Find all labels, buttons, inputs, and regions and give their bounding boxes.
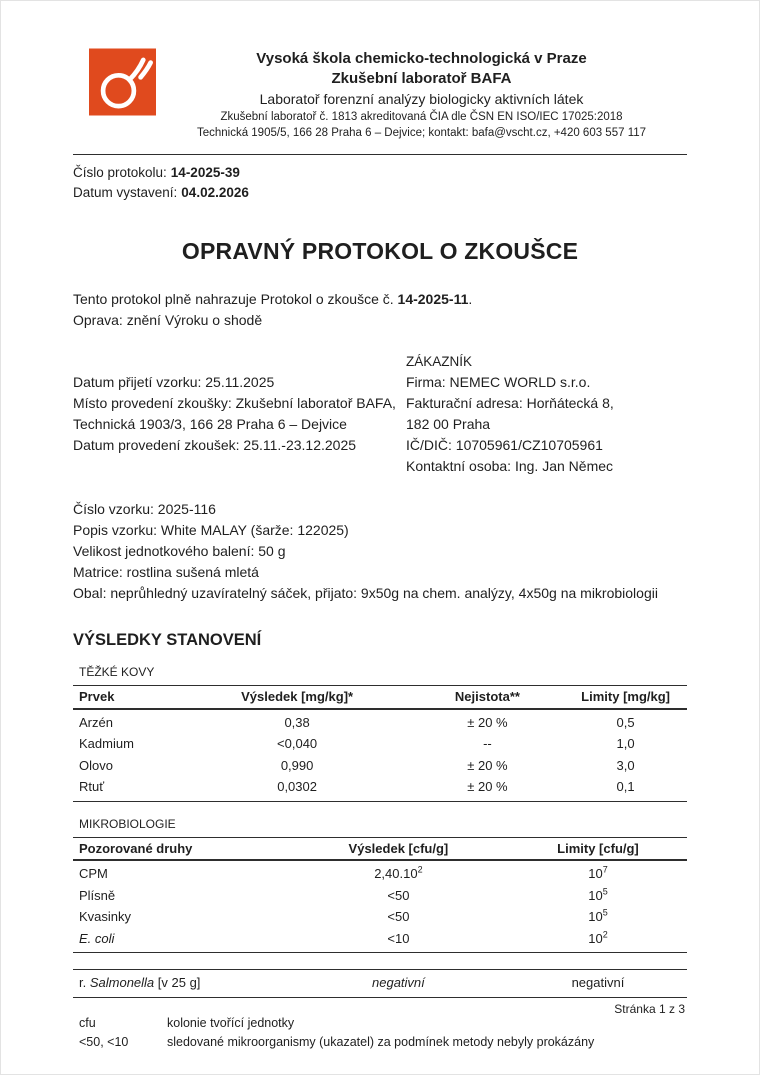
table-cell: <0,040 (277, 736, 318, 751)
table-cell: ± 20 % (467, 714, 508, 730)
column-header: Prvek (79, 689, 115, 704)
column-header: Nejistota** (454, 689, 520, 704)
species-name-cell: Kvasinky (79, 909, 132, 924)
salmonella-limit-cell: negativní (571, 975, 625, 990)
meta-columns (73, 351, 687, 477)
text-line: Obal: neprůhledný uzavíratelný sáček, přijato: 9x50g na chem. analýzy, 4x50g na mikrobiologii (73, 585, 658, 601)
text-line: Velikost jednotkového balení: 50 g (73, 543, 286, 559)
laboratory-subtitle: Laboratoř forenzní analýzy biologicky aktivních látek (259, 91, 584, 107)
table-row (73, 733, 687, 755)
salmonella-row (73, 970, 687, 998)
column-header: Výsledek [cfu/g] (348, 840, 449, 856)
laboratory-name: Zkušební laboratoř BAFA (331, 70, 512, 87)
footnote-definition: kolonie tvořící jednotky (167, 1015, 295, 1030)
limit-cell: $10^5$ (588, 907, 608, 924)
document-header (73, 47, 687, 141)
accreditation-line: Zkušební laboratoř č. 1813 akreditovaná ČIA dle ČSN EN ISO/IEC 17025:2018 (220, 111, 623, 123)
footnote-term: cfu (79, 1015, 96, 1030)
table-cell: Kadmium (79, 736, 134, 751)
salmonella-name-cell (73, 970, 288, 998)
contact-line: Technická 1905/5, 166 28 Praha 6 – Dejvice; kontakt: bafa@vscht.cz, +420 603 557 117 (196, 127, 647, 139)
text-line: Popis vzorku: White MALAY (šarže: 122025) (73, 522, 349, 538)
table-row (73, 755, 687, 777)
customer-heading: ZÁKAZNÍK (406, 354, 473, 369)
limit-cell: $10^5$ (588, 886, 608, 903)
text-line: Datum přijetí vzorku: 25.11.2025 (73, 374, 275, 390)
footnote-term: <50, <10 (79, 1034, 129, 1049)
protocol-number-value: 14-2025-39 (170, 165, 240, 180)
protocol-number-label: Číslo protokolu: (73, 165, 167, 180)
text-line: Fakturační adresa: Horňátecká 8, (406, 395, 614, 411)
text-line: IČ/DIČ: 10705961/CZ10705961 (406, 437, 603, 453)
replacement-note-period: . (468, 291, 473, 307)
result-cell: <50 (387, 909, 410, 924)
column-header: Výsledek [mg/kg]* (241, 689, 354, 704)
table-row (73, 906, 687, 928)
customer-info-block (406, 351, 687, 477)
table-cell: 1,0 (616, 736, 635, 751)
table-cell: 0,0302 (277, 779, 317, 794)
vscht-logo-icon (89, 47, 156, 117)
replacement-note-text: Tento protokol plně nahrazuje Protokol o zkoušce č. (73, 291, 398, 307)
replaced-protocol-number: 14-2025-11 (397, 291, 469, 307)
text-line: Datum provedení zkoušek: 25.11.-23.12.2025 (73, 437, 357, 453)
issue-date-label: Datum vystavení: (73, 184, 178, 200)
table-cell: ± 20 % (467, 779, 508, 794)
table-row (73, 928, 687, 953)
species-name-cell: CPM (79, 866, 108, 881)
table-cell: ± 20 % (467, 757, 508, 773)
protocol-meta (73, 163, 687, 202)
salmonella-name-part: Salmonella (89, 975, 155, 990)
text-line: Místo provedení zkoušky: Zkušební laboratoř BAFA, (73, 395, 396, 411)
table-cell: 0,990 (280, 757, 314, 773)
test-info-block (73, 351, 406, 477)
footnote-definition: sledované mikroorganismy (ukazatel) za podmínek metody nebyly prokázány (167, 1034, 595, 1049)
limit-cell: $10^7$ (588, 864, 608, 881)
table-row (73, 709, 687, 734)
text-line: Technická 1903/3, 166 28 Praha 6 – Dejvice (73, 416, 347, 432)
table-row (73, 776, 687, 801)
table-cell: 0,5 (616, 714, 635, 730)
text-line: Firma: NEMEC WORLD s.r.o. (406, 374, 591, 390)
species-name-cell: E. coli (79, 930, 115, 946)
column-header: Limity [mg/kg] (581, 689, 671, 704)
result-cell: <50 (387, 887, 410, 903)
issue-date-line (73, 183, 687, 203)
salmonella-name-part: r. (79, 975, 90, 990)
table-cell: 0,1 (616, 779, 635, 794)
correction-note: Oprava: znění Výroku o shodě (73, 312, 263, 328)
column-header: Limity [cfu/g] (557, 840, 639, 856)
table-cell: Olovo (79, 757, 113, 773)
header-divider (73, 154, 687, 155)
results-heading: VÝSLEDKY STANOVENÍ (73, 631, 262, 649)
heavy-metals-header-row (73, 686, 687, 709)
issue-date-value: 04.02.2026 (181, 184, 249, 200)
microbiology-caption: MIKROBIOLOGIE (79, 816, 176, 831)
column-header: Pozorované druhy (79, 840, 193, 856)
customer-lines (406, 372, 687, 477)
table-row (73, 860, 687, 885)
header-text-block (156, 47, 687, 141)
replacement-note (73, 289, 687, 310)
species-name-cell: Plísně (79, 887, 116, 903)
heavy-metals-table (73, 685, 687, 802)
footnotes-block (79, 1014, 687, 1052)
salmonella-name-part: [v 25 g] (154, 975, 201, 990)
text-line: Kontaktní osoba: Ing. Jan Němec (406, 458, 614, 474)
sample-info-block (73, 499, 687, 604)
salmonella-table (73, 969, 687, 998)
protocol-number-line (73, 163, 687, 183)
text-line: Číslo vzorku: 2025-116 (73, 501, 216, 517)
table-cell: Arzén (79, 714, 113, 730)
text-line: 182 00 Praha (406, 416, 491, 432)
limit-cell: $10^2$ (588, 929, 608, 946)
microbiology-table (73, 837, 687, 954)
table-cell: -- (483, 736, 492, 751)
heavy-metals-caption: TĚŽKÉ KOVY (79, 665, 155, 679)
result-cell: 2,40.10$^2$ (374, 864, 423, 881)
page-number: Stránka 1 z 3 (614, 1002, 685, 1016)
microbiology-header-row (73, 837, 687, 860)
table-cell: Rtuť (79, 779, 105, 794)
table-cell: 3,0 (616, 757, 635, 773)
page-title: OPRAVNÝ PROTOKOL O ZKOUŠCE (181, 238, 579, 264)
table-row (73, 885, 687, 907)
text-line: Matrice: rostlina sušená mletá (73, 564, 259, 580)
institution-name: Vysoká škola chemicko-technologická v Praze (256, 50, 587, 67)
table-cell: 0,38 (284, 714, 310, 730)
result-cell: <10 (387, 930, 410, 946)
salmonella-result-cell: negativní (372, 975, 425, 990)
